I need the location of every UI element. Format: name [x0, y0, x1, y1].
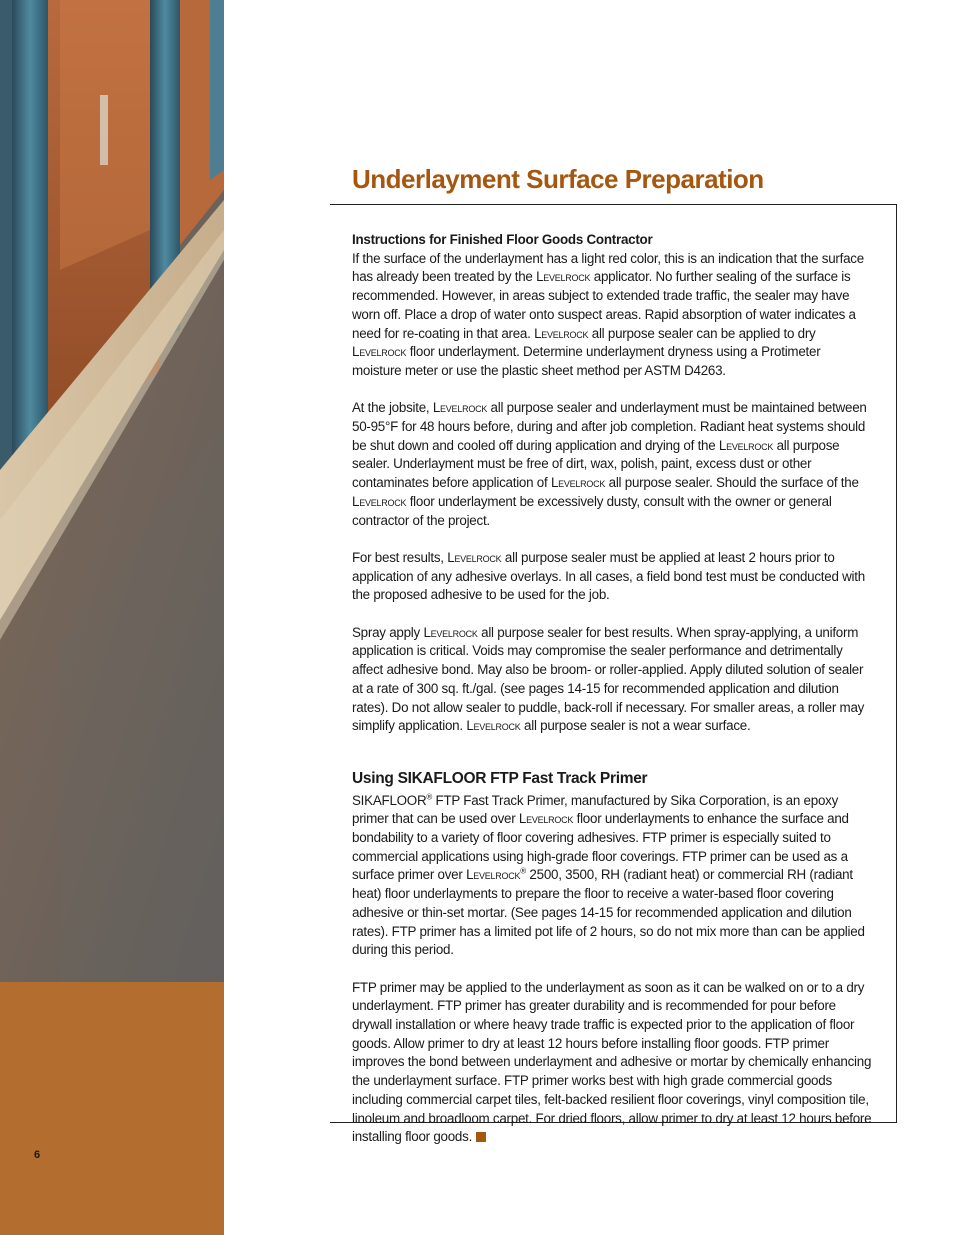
brand-levelrock: Levelrock: [466, 718, 521, 734]
brand-levelrock: Levelrock: [718, 437, 774, 453]
text-run: floor underlayment be excessively dusty, consult with the owner or general contractor of the project.: [352, 493, 832, 528]
text-run: floor underlayment. Determine underlayment dryness using a Protimeter moisture meter or use the plastic sheet method per ASTM D4263.: [352, 344, 821, 378]
main-content: [352, 231, 872, 1166]
brand-levelrock: Levelrock: [447, 549, 502, 565]
text-run: floor underlayments to enhance the surface and bondability to a variety of floor covering adhesives. FTP primer is especially suited to commercial applications using high-grade floor coverings. FTP primer can be used as a surface primer over: [352, 811, 849, 883]
brand-levelrock: Levelrock: [352, 493, 407, 509]
text-run: Spray apply: [352, 624, 424, 640]
footer-color-band: [0, 982, 224, 1235]
text-run: all purpose sealer. Underlayment must be free of dirt, wax, polish, paint, excess dust or other contaminates before application of: [352, 437, 840, 491]
brand-levelrock: Levelrock: [534, 325, 589, 341]
text-run: SIKAFLOOR: [352, 792, 427, 808]
brand-levelrock: Levelrock: [550, 475, 606, 491]
brand-levelrock: Levelrock: [536, 269, 591, 285]
paragraph-ftp-application: [352, 979, 872, 1147]
brand-levelrock: Levelrock: [423, 624, 478, 640]
heading-sikafloor-primer: Using SIKAFLOOR FTP Fast Track Primer: [352, 769, 648, 787]
text-run: all purpose sealer is not a wear surface.: [520, 718, 751, 734]
paragraph-contractor-instructions: [352, 231, 872, 381]
page-title: Underlayment Surface Preparation: [352, 164, 764, 194]
corridor-photo-illustration: [0, 0, 224, 982]
paragraph-spray-apply: [352, 624, 872, 736]
brand-levelrock: Levelrock: [466, 867, 521, 883]
brand-levelrock: Levelrock: [518, 811, 574, 827]
text-run: all purpose sealer can be applied to dry: [588, 325, 816, 341]
paragraph-sikafloor-intro: [352, 792, 872, 960]
text-run: FTP Fast Track Primer, manufactured by Sika Corporation, is an epoxy primer that can be used over: [352, 792, 839, 827]
registered-mark: ®: [426, 792, 433, 802]
brand-levelrock: Levelrock: [432, 400, 488, 416]
corridor-photo: [0, 0, 224, 982]
text-run: FTP primer may be applied to the underlayment as soon as it can be walked on or to a dry underlayment. FTP primer has greater durability and is recommended for pour before drywall installation or where heavy trade traffic is expected prior to the application of floor goods. Allow primer to dry at least 12 hours before installing floor goods. FTP primer improves the bond between underlayment and adhesive or mortar by chemically enhancing the underlayment surface. FTP primer works best with high grade commercial goods including commercial carpet tiles, felt-backed resilient floor coverings, vinyl composition tile, linoleum and broadloom carpet. For dried floors, allow primer to dry at least 12 hours before installing floor goods.: [352, 979, 872, 1145]
text-run: For best results,: [352, 549, 448, 565]
text-run: applicator. No further sealing of the surface is recommended. However, in areas subject to extended trade traffic, the sealer may have worn off. Place a drop of water onto suspect areas. Rapid absorption of water indicates a need for re-coating in that area.: [352, 269, 856, 341]
paragraph-best-results: [352, 549, 872, 605]
text-run: 2500, 3500, RH (radiant heat) or commercial RH (radiant heat) floor underlayments to prepare the floor to receive a water-based floor covering adhesive or thin-set mortar. (See pages 14-15 for recommended application and dilution rates). FTP primer has a limited pot life of 2 hours, so do not mix more than can be applied during this period.: [352, 867, 865, 958]
subheading-finished-floor-goods: Instructions for Finished Floor Goods Contractor: [352, 232, 653, 247]
text-run: At the jobsite,: [352, 400, 433, 416]
text-run: all purpose sealer for best results. When spray-applying, a uniform application is critical. Voids may compromise the sealer performance and detrimentally affect adhesive bond. May also be broom- or roller-applied. Apply diluted solution of sealer at a rate of 300 sq. ft./gal. (see pages 14-15 for recommended application and dilution rates). Do not allow sealer to puddle, back-roll if necessary. For smaller areas, a roller may simplify application.: [352, 624, 865, 734]
page-number: 6: [34, 1149, 41, 1161]
text-run: If the surface of the underlayment has a light red color, this is an indication that the surface has already been treated by the: [352, 250, 864, 285]
text-run: all purpose sealer must be applied at least 2 hours prior to application of any adhesive overlays. In all cases, a field bond test must be conducted with the proposed adhesive to be used for the job.: [352, 549, 865, 603]
paragraph-jobsite: [352, 399, 872, 530]
registered-mark: ®: [520, 866, 526, 876]
end-of-article-square-icon: [476, 1132, 486, 1142]
brand-levelrock: Levelrock: [352, 344, 407, 360]
text-run: all purpose sealer. Should the surface of the: [605, 475, 859, 491]
text-run: all purpose sealer and underlayment must be maintained between 50-95°F for 48 hours before, during and after job completion. Radiant heat systems should be shut down and cooled off during application and drying of the: [352, 400, 867, 453]
